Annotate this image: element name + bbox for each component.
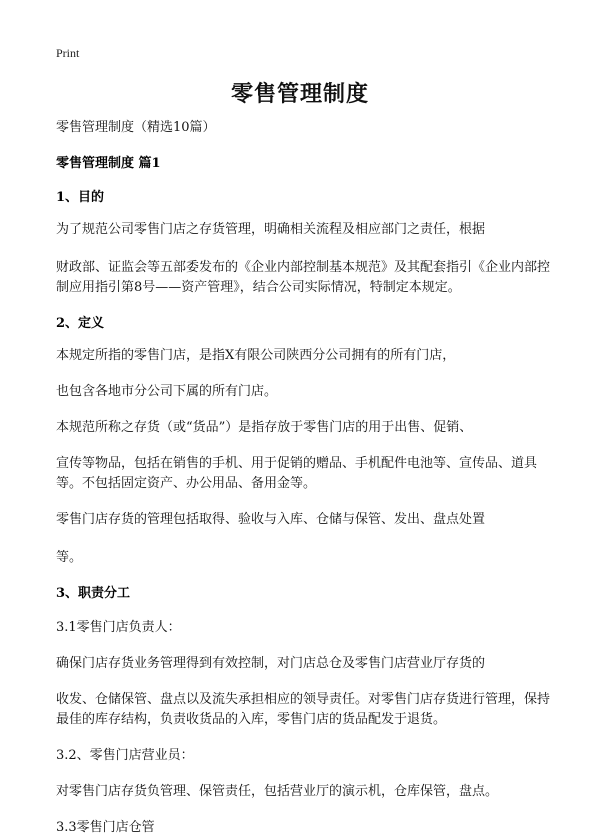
paragraph: 宣传等物品，包括在销售的手机、用于促销的赠品、手机配件电池等、宣传品、道具等。不包括固定资产、办公用品、备用金等。 [56, 456, 538, 491]
paragraph: 为了规范公司零售门店之存货管理，明确相关流程及相应部门之责任，根据 [56, 222, 486, 237]
paragraph: 本规范所称之存货（或“货品”）是指存放于零售门店的用于出售、促销、 [56, 420, 473, 435]
paragraph: 也包含各地市分公司下属的所有门店。 [56, 384, 278, 399]
paragraph: 本规定所指的零售门店，是指X有限公司陕西分公司拥有的所有门店， [56, 348, 456, 363]
subheading: 3.3零售门店仓管 [56, 820, 155, 835]
paragraph: 收发、仓储保管、盘点以及流失承担相应的领导责任。对零售门店存货进行管理，保持最佳的库存结构，负责收货品的入库，零售门店的货品配发于退货。 [56, 692, 551, 727]
heading-purpose: 1、目的 [56, 190, 105, 205]
paragraph: 财政部、证监会等五部委发布的《企业内部控制基本规范》及其配套指引《企业内部控制应用指引第8号——资产管理》，结合公司实际情况，特制定本规定。 [56, 260, 551, 295]
subheading: 3.2、零售门店营业员： [56, 748, 194, 763]
section-title: 零售管理制度 篇1 [56, 156, 161, 171]
paragraph: 确保门店存货业务管理得到有效控制，对门店总仓及零售门店营业厅存货的 [56, 656, 486, 671]
print-label: Print [56, 46, 80, 60]
paragraph: 零售门店存货的管理包括取得、验收与入库、仓储与保管、发出、盘点处置 [56, 512, 486, 527]
heading-definition: 2、定义 [56, 316, 105, 331]
document-body [56, 118, 556, 838]
document-subtitle: 零售管理制度（精选10篇） [56, 120, 216, 135]
paragraph: 等。 [56, 550, 83, 565]
heading-responsibility: 3、职责分工 [56, 586, 131, 601]
paragraph: 对零售门店存货负管理、保管责任，包括营业厅的演示机，仓库保管，盘点。 [56, 784, 499, 799]
document-title: 零售管理制度 [230, 81, 369, 107]
subheading: 3.1零售门店负责人： [56, 620, 181, 635]
